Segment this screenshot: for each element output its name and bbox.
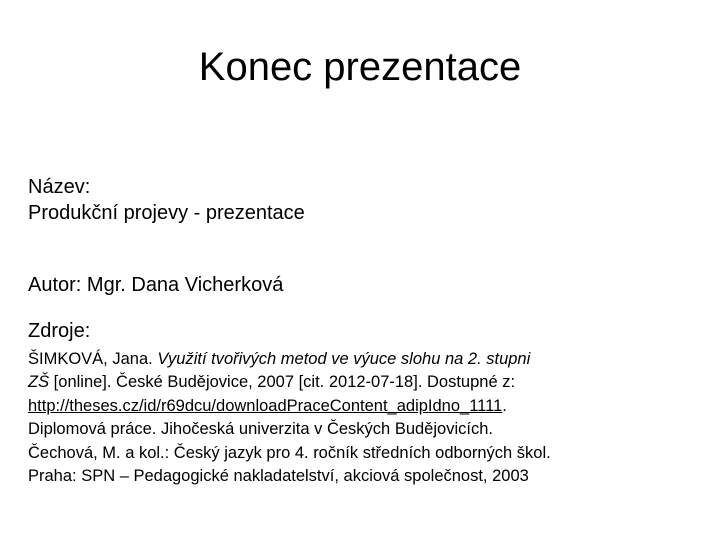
sources-list bbox=[28, 348, 708, 488]
reference-1-line-1 bbox=[28, 348, 708, 371]
name-label: Název: bbox=[28, 176, 91, 198]
author-line: Autor: Mgr. Dana Vicherková bbox=[28, 274, 284, 296]
name-section bbox=[28, 174, 305, 226]
reference-1-line-4: Diplomová práce. Jihočeská univerzita v Českých Budějovicích. bbox=[28, 420, 493, 439]
reference-1-line-2 bbox=[28, 371, 708, 394]
reference-1-title: Využití tvořivých metod ve výuce slohu na 2. stupni bbox=[157, 350, 531, 368]
reference-1-link[interactable]: http://theses.cz/id/r69dcu/downloadPraceContent_adipIdno_1111 bbox=[28, 396, 503, 415]
slide-title: Konec prezentace bbox=[198, 45, 522, 89]
reference-1-author: ŠIMKOVÁ, Jana. bbox=[28, 350, 158, 368]
reference-2-line-1: Čechová, M. a kol.: Český jazyk pro 4. ročník středních odborných škol. bbox=[28, 443, 551, 462]
reference-1-details: [online]. České Budějovice, 2007 [cit. 2012-07-18]. Dostupné z: bbox=[49, 373, 516, 392]
reference-1-line-3 bbox=[28, 395, 708, 418]
reference-1-title-end: ZŠ bbox=[28, 373, 50, 392]
reference-1-link-suffix: . bbox=[502, 396, 507, 415]
reference-2-line-2: Praha: SPN – Pedagogické nakladatelství, akciová společnost, 2003 bbox=[28, 467, 529, 486]
name-value: Produkční projevy - prezentace bbox=[28, 202, 305, 224]
sources-label: Zdroje: bbox=[28, 320, 91, 342]
